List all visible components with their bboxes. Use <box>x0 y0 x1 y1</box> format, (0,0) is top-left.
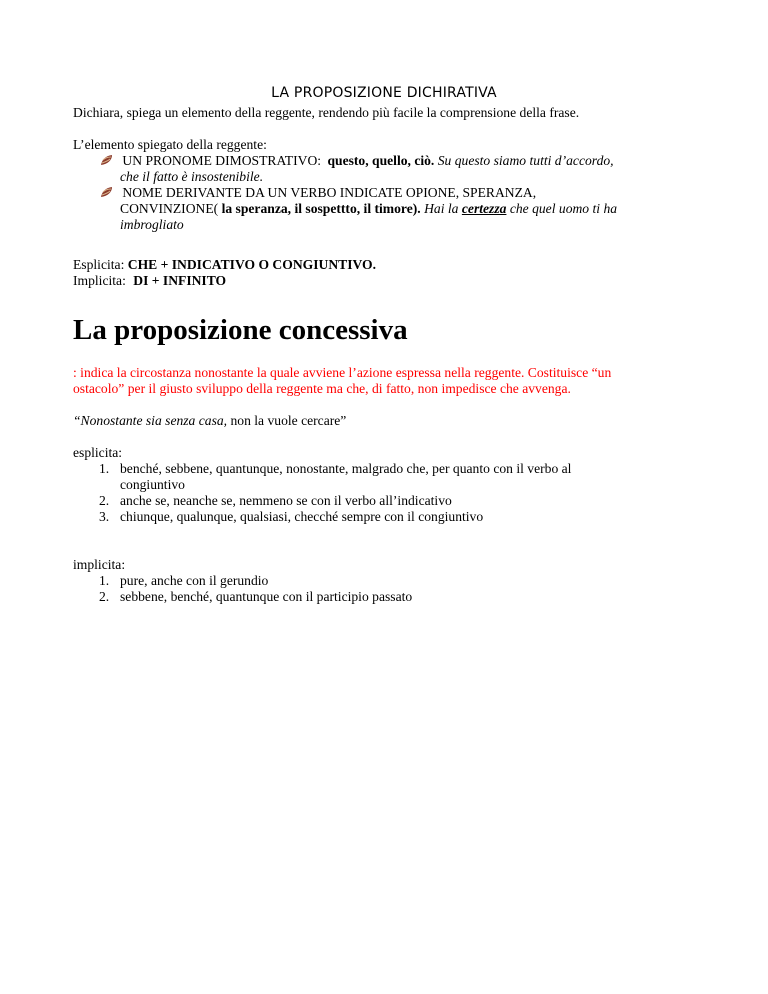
example-italic: “Nonostante sia senza casa, <box>73 413 228 428</box>
explicit-label: Esplicita: <box>73 257 125 272</box>
implicit-item-text: pure, anche con il gerundio <box>120 573 269 588</box>
explicit-item-number: 1. <box>99 461 110 476</box>
bullet-2-text-b: CONVINZIONE( <box>120 201 219 216</box>
explicit-item-text-cont: congiuntivo <box>120 477 185 492</box>
implicit-label: Implicita: <box>73 273 126 288</box>
bullet-item-1 <box>100 153 614 169</box>
implicit-line <box>73 273 226 289</box>
implicit-item-number: 1. <box>99 573 110 588</box>
bullet-2-example-post: che quel uomo ti ha <box>509 201 618 216</box>
implicit-item-number: 2. <box>99 589 110 604</box>
definition-line-1: : indica la circostanza nonostante la quale avviene l’azione espressa nella reggente. Costituisce “un <box>73 365 612 380</box>
definition-line-2: ostacolo” per il giusto sviluppo della reggente ma che, di fatto, non impedisce che avvenga. <box>73 381 571 396</box>
example-sentence <box>73 413 346 429</box>
explicit-value: CHE + INDICATIVO O CONGIUNTIVO. <box>127 257 377 272</box>
bullet-2-example-keyword: certezza <box>461 201 507 216</box>
bullet-2-line-2 <box>120 201 617 217</box>
explicit-list-label: esplicita: <box>73 445 123 460</box>
bullet-2-example-end: imbrogliato <box>120 217 184 232</box>
bullet-1-bold: questo, quello, ciò. <box>327 153 435 168</box>
explicit-item-text: chiunque, qualunque, qualsiasi, checché sempre con il congiuntivo <box>120 509 484 524</box>
bullet-1-example-b-line <box>120 169 263 185</box>
bullet-2-example-pre: Hai la <box>424 201 459 216</box>
implicit-item-text: sebbene, benché, quantunque con il participio passato <box>120 589 413 604</box>
bullet-1-text: UN PRONOME DIMOSTRATIVO: <box>122 153 322 168</box>
leaf-bullet-icon <box>100 186 114 198</box>
explicit-item-number: 2. <box>99 493 110 508</box>
explicit-item-number: 3. <box>99 509 110 524</box>
section-title-concessiva: La proposizione concessiva <box>73 314 408 346</box>
bullet-item-2 <box>100 185 536 201</box>
leaf-bullet-icon <box>100 154 114 166</box>
bullet-1-example-b: che il fatto è insostenibile. <box>120 169 264 184</box>
implicit-list-label: implicita: <box>73 557 126 572</box>
explicit-item-text: benché, sebbene, quantunque, nonostante, malgrado che, per quanto con il verbo al <box>120 461 572 476</box>
bullet-2-bold: la speranza, il sospettto, il timore). <box>221 201 421 216</box>
bullet-2-text-a: NOME DERIVANTE DA UN VERBO INDICATE OPIONE, SPERANZA, <box>122 185 537 200</box>
section-title-dichiarativa: LA PROPOSIZIONE DICHIRATIVA <box>271 85 497 101</box>
intro-text: Dichiara, spiega un elemento della reggente, rendendo più facile la comprensione della frase. <box>73 105 580 120</box>
elements-label: L’elemento spiegato della reggente: <box>73 137 267 152</box>
implicit-value: DI + INFINITO <box>133 273 227 288</box>
explicit-item-text: anche se, neanche se, nemmeno se con il verbo all’indicativo <box>120 493 452 508</box>
example-rest: non la vuole cercare” <box>230 413 347 428</box>
bullet-1-example-a: Su questo siamo tutti d’accordo, <box>437 153 614 168</box>
explicit-line <box>73 257 376 273</box>
bullet-2-line-3 <box>120 217 184 233</box>
